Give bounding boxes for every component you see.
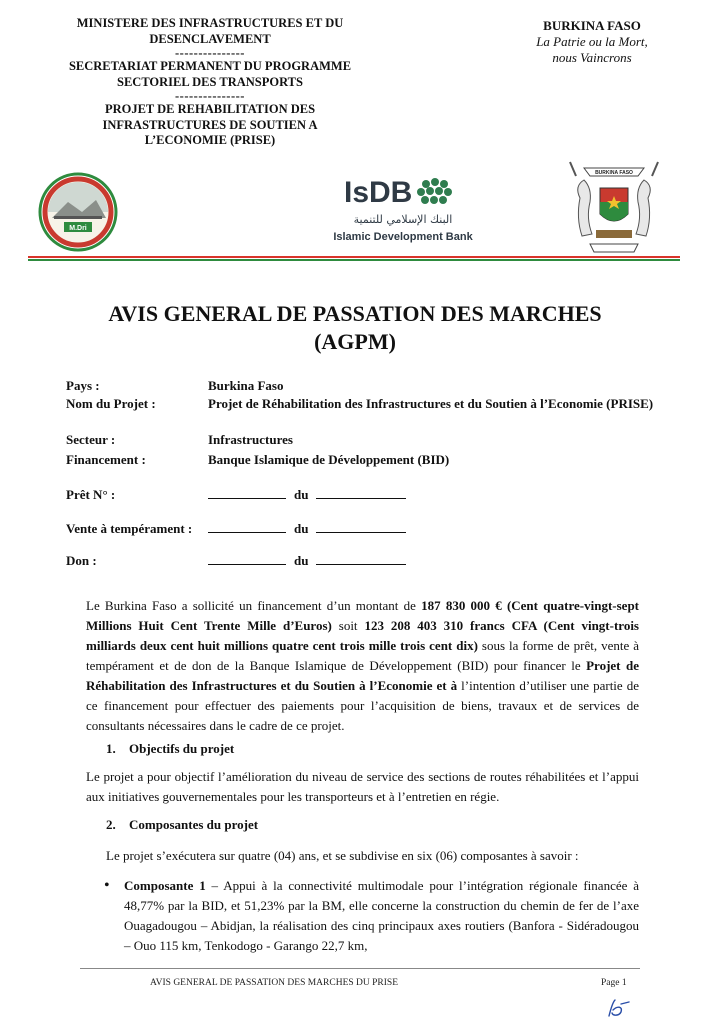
footer-title: AVIS GENERAL DE PASSATION DES MARCHES DU PRISE [150,978,399,988]
don-label: Don : [66,553,97,568]
section-title: Composantes du projet [129,817,259,832]
ministry-logo-text: M.Dri [69,225,87,232]
country-header [512,18,672,66]
pret-date-blank [316,487,406,499]
ministry-header [40,16,380,149]
national-motto: La Patrie ou la Mort, [536,34,648,49]
don-number-blank [208,553,286,565]
project-full-name: Projet de Réhabilitation des Infrastructures et du Soutien à l’Economie et à [86,658,640,693]
ministry-name: MINISTERE DES INFRASTRUCTURES ET DU [76,16,344,30]
national-motto-cont: nous Vaincrons [552,50,632,65]
project-name: PROJET DE REHABILITATION DES [104,102,316,116]
isdb-arabic-name: البنك الإسلامي للتنمية [353,213,453,226]
arms-banner-text: BURKINA FASO [595,170,633,176]
objectifs-paragraph: Le projet a pour objectif l’amélioration du niveau de service des sections de routes réhabilitées et l’appui aux initiatives gouvernementales pour les transporteurs et à l’entretien en régie. [86,769,639,804]
du-label: du [294,553,309,568]
vente-date-blank [316,521,406,533]
country-name: BURKINA FASO [543,18,641,33]
pret-number-blank [208,487,286,499]
composante-1-text: – Appui à la connectivité multimodale pour l’intégration régionale financée à 48,77% par la BID, et 51,23% par la BM, elle concerne la construction du chemin de fer de l’axe Ouagadougou – Abidjan, la réalisation des cinq principaux axes routiers (Banfora - Sidéradougou – Ouo 115 km, Tenkodogo - Garango 22,7 km, [124,878,639,953]
separator: --------------- [175,46,245,60]
section-heading-objectifs [106,739,234,759]
composante-1-label: Composante 1 [124,878,206,893]
isdb-english-name: Islamic Development Bank [333,231,473,243]
pret-label: Prêt N° : [66,487,116,502]
section-number: 2. [106,817,116,832]
vente-number-blank [208,521,286,533]
financement-label: Financement : [66,452,146,467]
bullet-icon: • [104,877,110,894]
don-date-blank [316,553,406,565]
intro-text: Le Burkina Faso a sollicité un financement d’un montant de [86,598,422,613]
section-title: Objectifs du projet [129,741,235,756]
ministry-logo [38,172,118,252]
footer-rule [80,968,640,969]
document-title [40,300,670,356]
composante-1-paragraph [124,876,639,956]
header-rule-green [28,259,680,261]
project-name-cont: INFRASTRUCTURES DE SOUTIEN A [102,117,318,132]
pays-label: Pays : [66,378,100,393]
header-rule-red [28,256,680,258]
du-label: du [294,521,309,536]
intro-text: sous la forme de prêt, vente à tempérament et de don de la Banque Islamique de Développement (BID) pour financer le [86,638,639,673]
projet-value: Projet de Réhabilitation des Infrastructures et du Soutien à l’Economie (PRISE) [208,396,654,411]
handwritten-initials [603,996,633,1020]
section-number: 1. [106,741,116,756]
secretariat-name: SECRETARIAT PERMANENT DU PROGRAMME [68,59,352,73]
intro-paragraph [86,596,639,736]
title-acronym: (AGPM) [314,329,396,354]
project-name-cont2: L’ECONOMIE (PRISE) [144,133,276,147]
isdb-wordmark: IsDB [344,176,413,209]
financement-value: Banque Islamique de Développement (BID) [208,452,450,467]
secteur-value: Infrastructures [208,432,293,447]
du-label: du [294,487,309,502]
secteur-label: Secteur : [66,432,116,447]
amount-cfa: 123 208 403 310 francs CFA (Cent vingt-trois milliards deux cent huit millions quatre cent trois mille trois cent dix) [86,618,639,653]
separator: --------------- [175,89,245,103]
coat-of-arms-icon [566,158,662,258]
composantes-intro: Le projet s’exécutera sur quatre (04) ans, et se subdivise en six (06) composantes à savoir : [106,848,579,863]
intro-text: l’intention d’utiliser une partie de ce financement pour effectuer des paiements pour l’acquisition de biens, travaux et de services de consultants nécessaires dans le cadre de ce projet. [86,678,639,733]
projet-label: Nom du Projet : [66,396,156,411]
pays-value: Burkina Faso [208,378,284,393]
amount-euros: 187 830 000 € (Cent quatre-vingt-sept Millions Huit Cent Trente Mille d’Euros) [86,598,640,633]
section-heading-composantes [106,815,258,835]
ministry-name-cont: DESENCLAVEMENT [149,31,271,46]
vente-label: Vente à tempérament : [66,521,193,536]
isdb-logo [333,170,473,248]
title-line: AVIS GENERAL DE PASSATION DES MARCHES [108,301,602,326]
page-number: Page 1 [601,978,627,988]
secretariat-name-cont: SECTORIEL DES TRANSPORTS [117,74,303,89]
intro-text: soit [331,618,365,633]
